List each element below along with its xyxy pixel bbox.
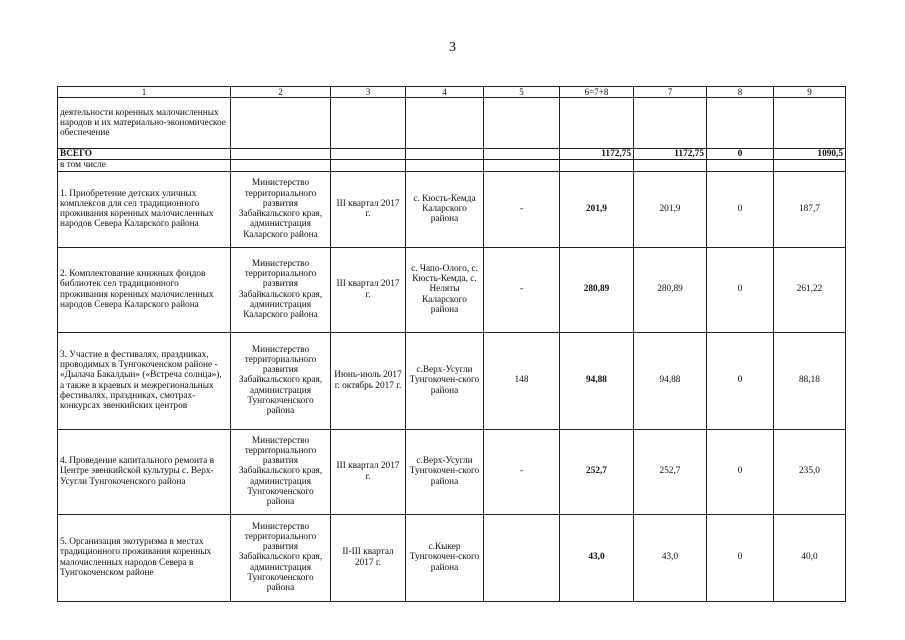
- row-name: 2. Комплектование книжных фондов библиотек сел традиционного проживания коренных малочисленных народов Севера Каларского района: [58, 247, 231, 332]
- row-col6: 43,0: [560, 514, 634, 601]
- row-name: 4. Проведение капитального ремонта в Центре эвенкийской культуры с. Верх-Усугли Тунгокоченского района: [58, 429, 231, 514]
- total-col6: 1172,75: [560, 149, 634, 160]
- table-row: [58, 171, 846, 247]
- row-place: с.Кыкер Тунгокочен-ского района: [406, 514, 484, 601]
- table-row: [58, 429, 846, 514]
- total-col7: 1172,75: [634, 149, 707, 160]
- header-cell: 5: [484, 87, 560, 98]
- row-executor: Министерство территориального развития Забайкальского края, администрация Каларского района: [231, 171, 331, 247]
- total-row: [58, 149, 846, 160]
- header-cell: 7: [634, 87, 707, 98]
- total-col9: 1090,5: [774, 149, 846, 160]
- row-col5: -: [484, 171, 560, 247]
- row-period: Июнь-июль 2017 г. октябрь 2017 г.: [331, 332, 406, 429]
- row-col7: 201,9: [634, 171, 707, 247]
- row-col7: 280,89: [634, 247, 707, 332]
- row-period: II-III квартал 2017 г.: [331, 514, 406, 601]
- row-col8: 0: [707, 247, 774, 332]
- row-col8: 0: [707, 429, 774, 514]
- row-col9: 235,0: [774, 429, 846, 514]
- page-number: 3: [449, 40, 456, 55]
- continuation-text: деятельности коренных малочисленных народов и их материально-экономическое обеспечение: [58, 98, 231, 149]
- row-col9: 187,7: [774, 171, 846, 247]
- row-col8: 0: [707, 514, 774, 601]
- header-cell: 9: [774, 87, 846, 98]
- row-executor: Министерство территориального развития Забайкальского края, администрация Тунгокоченского района: [231, 514, 331, 601]
- table-row: [58, 332, 846, 429]
- total-label: ВСЕГО: [58, 149, 231, 160]
- row-col8: 0: [707, 332, 774, 429]
- row-executor: Министерство территориального развития Забайкальского края, администрация Тунгокоченского района: [231, 429, 331, 514]
- row-col9: 261,22: [774, 247, 846, 332]
- table-row: [58, 514, 846, 601]
- program-table: [57, 86, 846, 602]
- row-col6: 94,88: [560, 332, 634, 429]
- row-executor: Министерство территориального развития Забайкальского края, администрация Тунгокоченского района: [231, 332, 331, 429]
- header-cell: 6=7+8: [560, 87, 634, 98]
- row-col7: 43,0: [634, 514, 707, 601]
- continuation-row: [58, 98, 846, 149]
- header-row: [58, 87, 846, 98]
- row-col8: 0: [707, 171, 774, 247]
- header-cell: 2: [231, 87, 331, 98]
- header-cell: 4: [406, 87, 484, 98]
- row-col5: -: [484, 429, 560, 514]
- row-place: с.Верх-Усугли Тунгокочен-ского района: [406, 332, 484, 429]
- row-col5: [484, 514, 560, 601]
- total-col8: 0: [707, 149, 774, 160]
- row-col7: 252,7: [634, 429, 707, 514]
- header-cell: 8: [707, 87, 774, 98]
- header-cell: 3: [331, 87, 406, 98]
- row-col5: 148: [484, 332, 560, 429]
- row-col6: 280,89: [560, 247, 634, 332]
- row-col6: 252,7: [560, 429, 634, 514]
- row-period: III квартал 2017 г.: [331, 429, 406, 514]
- including-label: в том числе: [58, 160, 231, 171]
- row-name: 5. Организация экотуризма в местах традиционного проживания коренных малочисленных народов Севера в Тунгокоченском районе: [58, 514, 231, 601]
- row-place: с. Чапо-Олого, с. Кюсть-Кемда, с. Неляты Каларского района: [406, 247, 484, 332]
- row-col9: 88,18: [774, 332, 846, 429]
- row-name: 3. Участие в фестивалях, праздниках, проводимых в Тунгокоченском районе - «Дылача Бакалдын» («Встреча солнца»), а также в краевых и межрегиональных фестивалях, праздниках, смотрах-конкурсах эвенкийских центров: [58, 332, 231, 429]
- row-col9: 40,0: [774, 514, 846, 601]
- table-row: [58, 247, 846, 332]
- row-name: 1. Приобретение детских уличных комплексов для сел традиционного проживания коренных малочисленных народов Севера Каларского района: [58, 171, 231, 247]
- row-executor: Министерство территориального развития Забайкальского края, администрация Каларского района: [231, 247, 331, 332]
- row-col5: -: [484, 247, 560, 332]
- header-cell: 1: [58, 87, 231, 98]
- row-period: III квартал 2017 г.: [331, 247, 406, 332]
- row-col7: 94,88: [634, 332, 707, 429]
- row-place: с. Кюсть-Кемда Каларского района: [406, 171, 484, 247]
- row-col6: 201,9: [560, 171, 634, 247]
- row-place: с.Верх-Усугли Тунгокочен-ского района: [406, 429, 484, 514]
- including-row: [58, 160, 846, 171]
- row-period: III квартал 2017 г.: [331, 171, 406, 247]
